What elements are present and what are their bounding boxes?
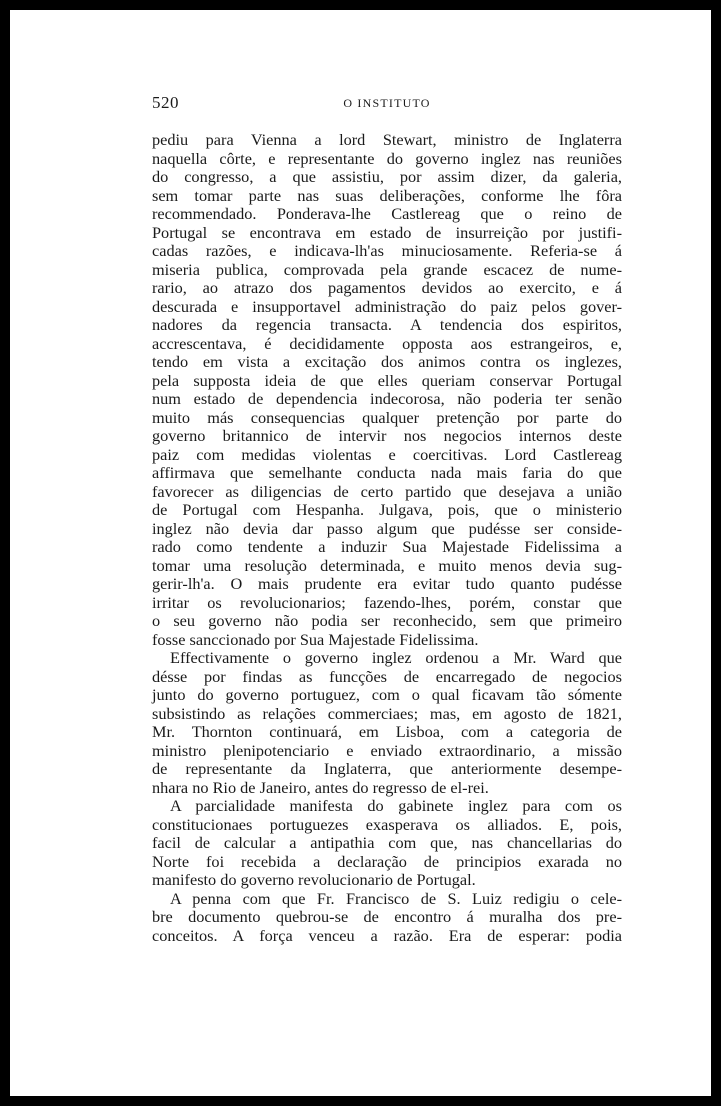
text-line: accrescentava, é decididamente opposta aos estrangeiros, e, [152,333,622,353]
text-line: nadores da regencia transacta. A tendencia dos espiritos, [152,315,622,334]
text-line: fosse sanccionado por Sua Majestade Fidelissima. [152,629,479,649]
text-line: cadas razões, e indicava-lh'as minuciosamente. Referia-se á [152,241,622,260]
text-line: ministro plenipotenciario e enviado extraordinario, a missão [152,740,622,760]
text-line: do congresso, a que assistiu, por assim dizer, da galeria, [152,167,622,186]
text-line: favorecer as diligencias de certo partido que desejava a união [152,481,622,501]
page-number: 520 [152,93,179,112]
text-line: muito más consequencias qualquer pretenção por parte do [152,407,622,427]
text-line: subsistindo as relações commerciaes; mas, em agosto de 1821, [152,703,622,723]
text-line: de Portugal com Hespanha. Julgava, pois, que o ministerio [152,500,622,519]
text-line: manifesto do governo revolucionario de Portugal. [152,870,476,889]
text-line: bre documento quebrou-se de encontro á muralha dos pre- [152,907,622,926]
text-line: pediu para Vienna a lord Stewart, ministro de Inglaterra [152,130,622,149]
text-line: o seu governo não podia ser reconhecido, sem que primeiro [152,611,622,630]
text-line: recommendado. Ponderava-lhe Castlereag que o reino de [152,204,622,223]
running-title: O INSTITUTO [343,96,431,110]
text-line: sem tomar parte nas suas deliberações, conforme lhe fôra [152,185,622,205]
text-line: Portugal se encontrava em estado de insurreição por justifi- [152,222,622,242]
text-line: facil de calcular a antipathia com que, nas chancellarias do [152,833,622,852]
text-line: rario, ao atrazo dos pagamentos devidos ao exercito, e á [152,278,622,297]
text-line: tomar uma resolução determinada, e muito menos devia sug- [152,555,622,575]
text-line: descurada e insupportavel administração do paiz pelos gover- [152,296,622,316]
text-line: conceitos. A força venceu a razão. Era de esperar: podia [152,925,622,945]
text-line: tendo em vista a excitação dos animos contra os inglezes, [152,352,622,371]
text-line: paiz com medidas violentas e coercitivas. Lord Castlereag [152,444,622,464]
paragraph-start: A parcialidade manifesta do gabinete inglez para com os [170,796,622,815]
paragraph-start: Effectivamente o governo inglez ordenou a Mr. Ward que [170,648,622,667]
paragraph-start: A penna com que Fr. Francisco de S. Luiz redigiu o cele- [170,888,622,908]
body-text [152,131,622,945]
text-line: inglez não devia dar passo algum que pudésse ser conside- [152,518,622,538]
text-line: pela supposta ideia de que elles queriam conservar Portugal [152,370,622,390]
book-page [10,10,711,1096]
text-line: rado como tendente a induzir Sua Majestade Fidelissima a [152,537,622,556]
text-line: governo britannico de intervir nos negocios internos deste [152,426,622,445]
text-line: nhara no Rio de Janeiro, antes do regresso de el-rei. [152,777,489,797]
text-line: gerir-lh'a. O mais prudente era evitar tudo quanto pudésse [152,574,622,593]
text-line: naquella côrte, e representante do governo inglez nas reuniões [152,148,622,168]
text-line: affirmava que semelhante conducta nada mais faria do que [152,463,622,482]
text-line: miseria publica, comprovada pela grande escacez de nume- [152,259,622,279]
text-line: irritar os revolucionarios; fazendo-lhes, porém, constar que [152,592,622,612]
text-line: Mr. Thornton continuará, em Lisboa, com a categoria de [152,722,622,741]
text-line: Norte foi recebida a declaração de principios exarada no [152,851,622,871]
text-line: désse por findas as funcções de encarregado de negocios [152,666,622,686]
text-line: constitucionaes portuguezes exasperava os alliados. E, pois, [152,814,622,834]
page-header [152,93,622,115]
text-line: junto do governo portuguez, com o qual ficavam tão sómente [152,685,622,704]
text-line: de representante da Inglaterra, que anteriormente desempe- [152,759,622,778]
text-line: num estado de dependencia indecorosa, não poderia ter senão [152,389,622,408]
